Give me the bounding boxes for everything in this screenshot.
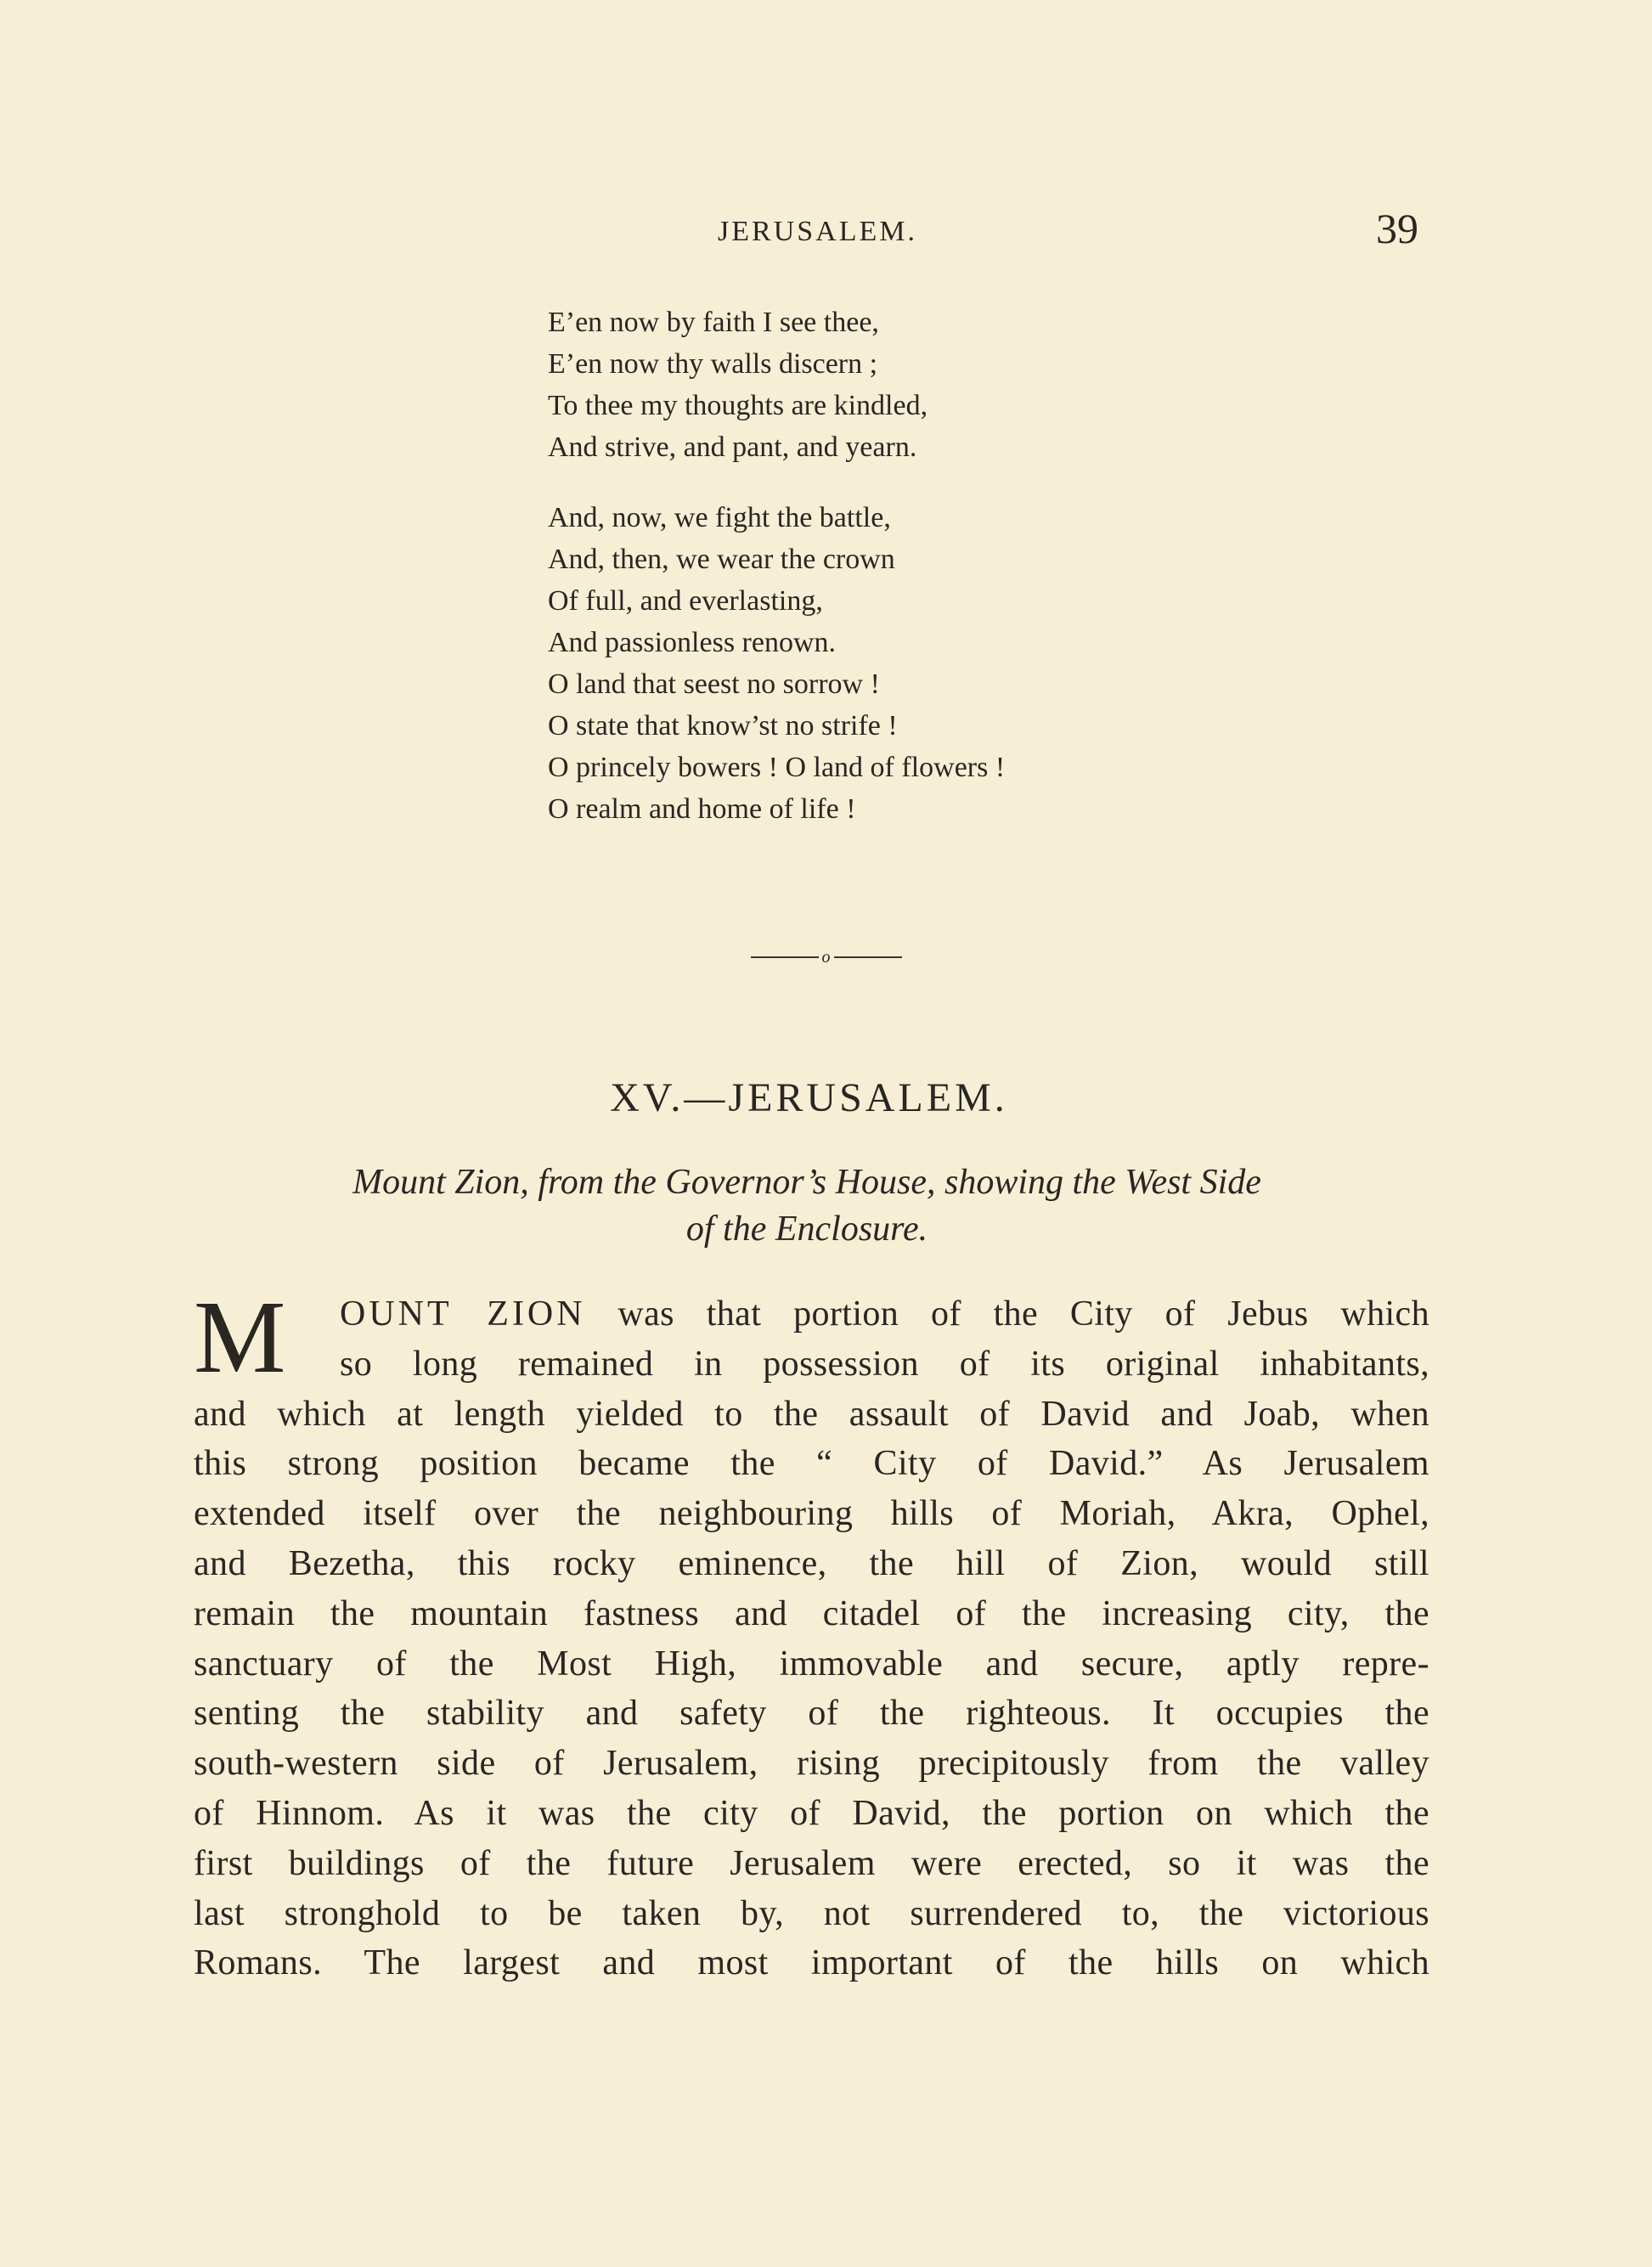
- body-line: extended itself over the neighbouring hills of Moriah, Akra, Ophel,: [194, 1494, 1429, 1534]
- verse-line: E’en now thy walls discern ;: [548, 348, 878, 380]
- body-line: senting the stability and safety of the righteous. It occupies the: [194, 1694, 1429, 1734]
- poem: [548, 302, 1312, 859]
- chapter-subtitle: [204, 1159, 1410, 1253]
- verse-line: And passionless renown.: [548, 627, 837, 658]
- page-number: 39: [1376, 205, 1418, 252]
- verse-line: Of full, and everlasting,: [548, 585, 823, 617]
- verse-line: O princely bowers ! O land of flowers !: [548, 752, 1006, 783]
- verse-line: And, now, we fight the battle,: [548, 502, 891, 533]
- body-line-first: [340, 1289, 1429, 1339]
- running-head: [0, 205, 1652, 260]
- poem-stanza-2: [548, 497, 1312, 830]
- body-line: first buildings of the future Jerusalem were erected, so it was the: [194, 1843, 1429, 1883]
- body-line: sanctuary of the Most High, immovable and secure, aptly repre-: [194, 1644, 1429, 1683]
- running-title: JERUSALEM.: [718, 216, 917, 247]
- drop-cap: M: [194, 1280, 286, 1395]
- body-line: Romans. The largest and most important of the hills on which: [194, 1943, 1429, 1983]
- subtitle-line: Mount Zion, from the Governor’s House, showing the West Side: [352, 1163, 1261, 1202]
- verse-line: O realm and home of life !: [548, 793, 856, 825]
- body-line: this strong position became the “ City of David.” As Jerusalem: [194, 1444, 1429, 1484]
- verse-line: To thee my thoughts are kindled,: [548, 390, 928, 421]
- verse-line: And strive, and pant, and yearn.: [548, 431, 917, 463]
- separator-rule-right: [834, 956, 902, 958]
- separator-mark: o: [821, 948, 831, 967]
- verse-line: O state that know’st no strife !: [548, 710, 898, 742]
- verse-line: O land that seest no sorrow !: [548, 668, 880, 700]
- poem-stanza-1: [548, 302, 1312, 468]
- body-line: so long remained in possession of its original inhabitants,: [340, 1344, 1429, 1384]
- verse-line: And, then, we wear the crown: [548, 544, 895, 575]
- first-words-caps: OUNT ZION: [340, 1294, 586, 1334]
- body-line: remain the mountain fastness and citadel of the increasing city, the: [194, 1593, 1429, 1633]
- body-line: south-western side of Jerusalem, rising precipitously from the valley: [194, 1744, 1429, 1784]
- body-line-rest: was that portion of the City of Jebus which: [585, 1294, 1429, 1334]
- subtitle-line: of the Enclosure.: [685, 1210, 928, 1249]
- body-line: and which at length yielded to the assault of David and Joab, when: [194, 1394, 1429, 1434]
- body-paragraph: [194, 1280, 1429, 1988]
- body-line: and Bezetha, this rocky eminence, the hill of Zion, would still: [194, 1543, 1429, 1583]
- separator-rule-left: [751, 956, 819, 958]
- chapter-title: XV.—JERUSALEM.: [610, 1075, 1008, 1120]
- verse-line: E’en now by faith I see thee,: [548, 307, 879, 338]
- body-line: last stronghold to be taken by, not surrendered to, the victorious: [194, 1893, 1429, 1933]
- body-line: of Hinnom. As it was the city of David, the portion on which the: [194, 1793, 1429, 1833]
- section-separator: [0, 945, 1652, 968]
